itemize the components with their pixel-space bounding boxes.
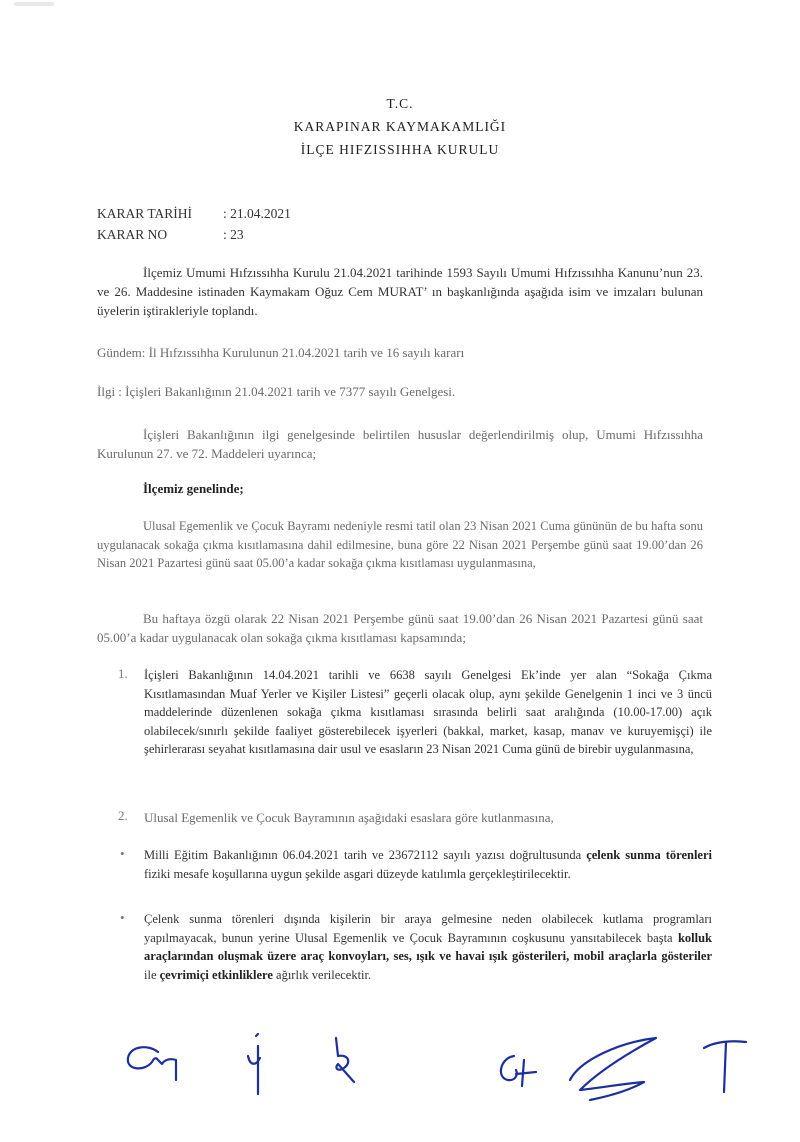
bullet-1-marker: • — [120, 846, 125, 861]
signature-1 — [118, 1030, 188, 1090]
evaluation-paragraph: İçişleri Bakanlığının ilgi genelgesinde belirtilen hususlar değerlendirilmiş olup, Umumi Hıfzıssıhha Kurulunun 27. ve 72. Maddeleri uyarınca; — [97, 427, 703, 461]
signature-5 — [560, 1030, 678, 1110]
list-item-2-number: 2. — [118, 808, 128, 823]
list-item-1-number: 1. — [118, 666, 128, 681]
bullet-2-emphasis-1: kolluk araçlarından oluşmak üzere araç konvoyları, ses, ışık ve havai ışık gösterileri, mobil araçlarla gösteriler — [144, 930, 712, 963]
section-heading: İlçemiz genelinde; — [143, 481, 244, 496]
signature-4 — [492, 1046, 552, 1094]
bullet-2-marker: • — [120, 910, 125, 925]
document-header — [0, 92, 800, 161]
list-item-1-text: İçişleri Bakanlığının 14.04.2021 tarihli ve 6638 sayılı Genelgesi Ek’inde yer alan “Sokağa Çıkma Kısıtlamasından Muaf Yerler ve Kişiler Listesi” geçerli olacak olup, aynı şekilde Genelgenin 1 inci ve 3 üncü maddelerinde düzenlenen sokağa çıkma kısıtlaması sırasında belirli saat aralığında (10.00-17.00) açık olabilecek/sınırlı şekilde faaliyet gösterebilecek işyerleri (bakkal, market, kasap, manav ve kuruyemişçi) ile şehirlerarası seyahat kısıtlamasına dair usul ve esasların 23 Nisan 2021 Cuma günü de birebir uygulanmasına, — [144, 668, 712, 756]
signature-6 — [696, 1028, 756, 1098]
bullet-1-text-start: Milli Eğitim Bakanlığının 06.04.2021 tarih ve 23672112 sayılı yazısı doğrultusunda — [144, 848, 587, 862]
header-line-office: KARAPINAR KAYMAKAMLIĞI — [293, 119, 507, 134]
bullet-1-text — [144, 846, 712, 883]
holiday-paragraph: Ulusal Egemenlik ve Çocuk Bayramı nedeniyle resmi tatil olan 23 Nisan 2021 Cuma gününün de bu hafta sonu uygulanacak sokağa çıkma kısıtlamasına dahil edilmesine, buna göre 22 Nisan 2021 Perşembe günü saat 19.00’dan 26 Nisan 2021 Pazartesi günü saat 05.00’a kadar sokağa çıkma kısıtlaması uygulanmasına, — [97, 519, 703, 570]
decision-meta — [97, 203, 291, 245]
bullet-1-emphasis: çelenk sunma törenleri — [586, 848, 712, 862]
header-line-tc: T.C. — [386, 96, 414, 111]
bullet-2-text-mid: ile — [144, 967, 160, 982]
bullet-2-text-end: ağırlık verilecektir. — [272, 967, 372, 982]
decision-date-row — [97, 203, 291, 224]
decision-date-value: : 21.04.2021 — [223, 206, 291, 221]
decision-no-value: : 23 — [223, 227, 244, 242]
bullet-2-emphasis-2: çevrimiçi etkinliklere — [159, 967, 273, 982]
list-item-2-text: Ulusal Egemenlik ve Çocuk Bayramının aşağıdaki esaslara göre kutlanmasına, — [144, 810, 554, 825]
bullet-2-text-start: Çelenk sunma törenleri dışında kişilerin bir araya gelmesine neden olabilecek kutlama programları yapılmayacak, bunun yerine Ulusal Egemenlik ve Çocuk Bayramının coşkusunu yansıtabilecek başta — [144, 912, 712, 945]
bullet-1-text-end: fiziki mesafe koşullarına uygun şekilde asgari düzeyde katılımla gerçekleştirilecektir. — [144, 866, 571, 881]
intro-paragraph: İlçemiz Umumi Hıfzıssıhha Kurulu 21.04.2021 tarihinde 1593 Sayılı Umumi Hıfzıssıhha Kanunu’nun 23. ve 26. Maddesine istinaden Kaymakam Oğuz Cem MURAT’ ın başkanlığında aşağıda isim ve imzaları bulunan üyelerin iştirakleriyle toplandı. — [97, 265, 703, 318]
decision-date-label: KARAR TARİHİ — [97, 206, 193, 221]
decision-no-label: KARAR NO — [97, 227, 168, 242]
restriction-paragraph: Bu haftaya özgü olarak 22 Nisan 2021 Perşembe günü saat 19.00’dan 26 Nisan 2021 Pazartesi günü saat 05.00’a kadar uygulanacak olan sokağa çıkma kısıtlaması kapsamında; — [97, 611, 703, 645]
bullet-2-text — [144, 910, 712, 984]
signature-3 — [324, 1034, 364, 1090]
scan-mark — [14, 2, 54, 6]
reference-line: İlgi : İçişleri Bakanlığının 21.04.2021 tarih ve 7377 sayılı Genelgesi. — [97, 384, 456, 399]
header-line-board: İLÇE HIFZISSIHHA KURULU — [300, 142, 500, 157]
decision-no-row — [97, 224, 291, 245]
agenda-line: Gündem: İl Hıfzıssıhha Kurulunun 21.04.2021 tarih ve 16 sayılı kararı — [97, 345, 465, 360]
signature-2 — [238, 1022, 278, 1102]
